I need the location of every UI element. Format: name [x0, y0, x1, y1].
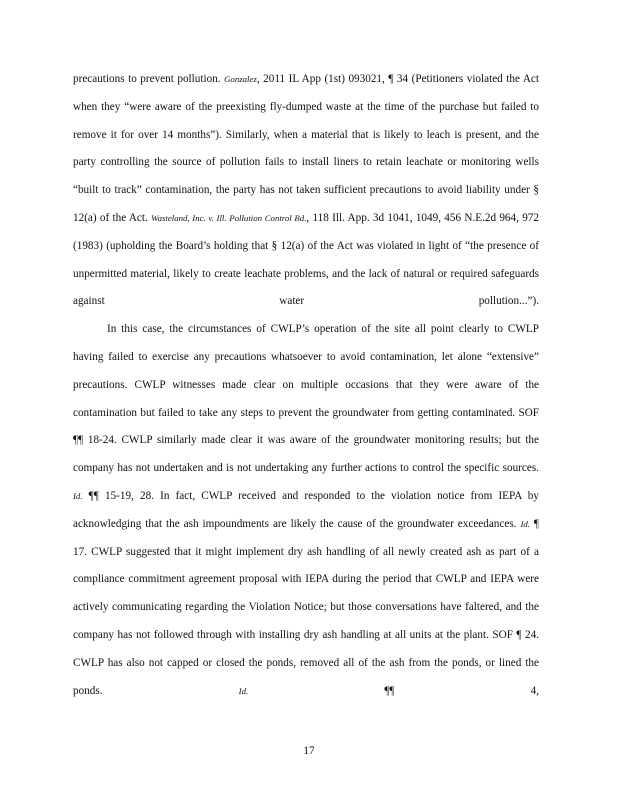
paragraph-text: ¶ 17. CWLP suggested that it might implement dry ash handling of all newly created ash as part of a compliance commitment agreement proposal with IEPA during the period that CWLP and IEPA were actively communicating regarding the Violation Notice; but those conversations have faltered, and the company has not followed through with installing dry ash handling at all units at the plant. SOF ¶ 24. CWLP has also not capped or closed the ponds, removed all of the ash from the ponds, or lined the ponds. [73, 517, 539, 697]
page-number: 17 [303, 745, 315, 757]
paragraph-2 [73, 316, 539, 705]
case-citation: Gonzalez [224, 74, 257, 84]
paragraph-1 [73, 66, 539, 316]
case-citation: Wasteland, Inc. v. Ill. Pollution Control Bd. [151, 212, 307, 223]
case-citation: Id. [73, 490, 83, 501]
paragraph-text: ¶¶ 15-19, 28. In fact, CWLP received and responded to the violation notice from IEPA by acknowledging that the ash impoundments are likely the cause of the groundwater exceedances. [73, 489, 539, 530]
paragraph-text: , 118 Ill. App. 3d 1041, 1049, 456 N.E.2d 964, 972 (1983) (upholding the Board’s holding that § 12(a) of the Act was violated in light of “the presence of unpermitted material, likely to create leachate problems, and the lack of natural or required safeguards against water pollution...”). [73, 211, 539, 308]
paragraph-text: , 2011 IL App (1st) 093021, ¶ 34 (Petitioners violated the Act when they “were aware of the preexisting fly-dumped waste at the time of the purchase but failed to remove it for over 14 months”). Similarly, when a material that is likely to leach is present, and the party controlling the source of pollution fails to install liners to retain leachate or monitoring wells “built to track” contamination, the party has not taken sufficient precautions to avoid liability under § 12(a) of the Act. [73, 73, 539, 224]
paragraph-text: precautions to prevent pollution. [73, 73, 225, 85]
paragraph-text: ¶¶ 4, [248, 684, 540, 697]
case-citation: Id. [238, 685, 249, 696]
case-citation: Id. [520, 518, 530, 529]
paragraph-text: In this case, the circumstances of CWLP’s operation of the site all point clearly to CWLP having failed to exercise any precautions whatsoever to avoid contamination, let alone “extensive” precautions. CWLP witnesses made clear on multiple occasions that they were aware of the contamination but failed to take any steps to prevent the groundwater from getting contaminated. SOF ¶¶ 18-24. CWLP similarly made clear it was aware of the groundwater monitoring results; but the company has not undertaken and is not undertaking any further actions to control the specific sources. [73, 323, 539, 475]
document-body [73, 66, 539, 705]
